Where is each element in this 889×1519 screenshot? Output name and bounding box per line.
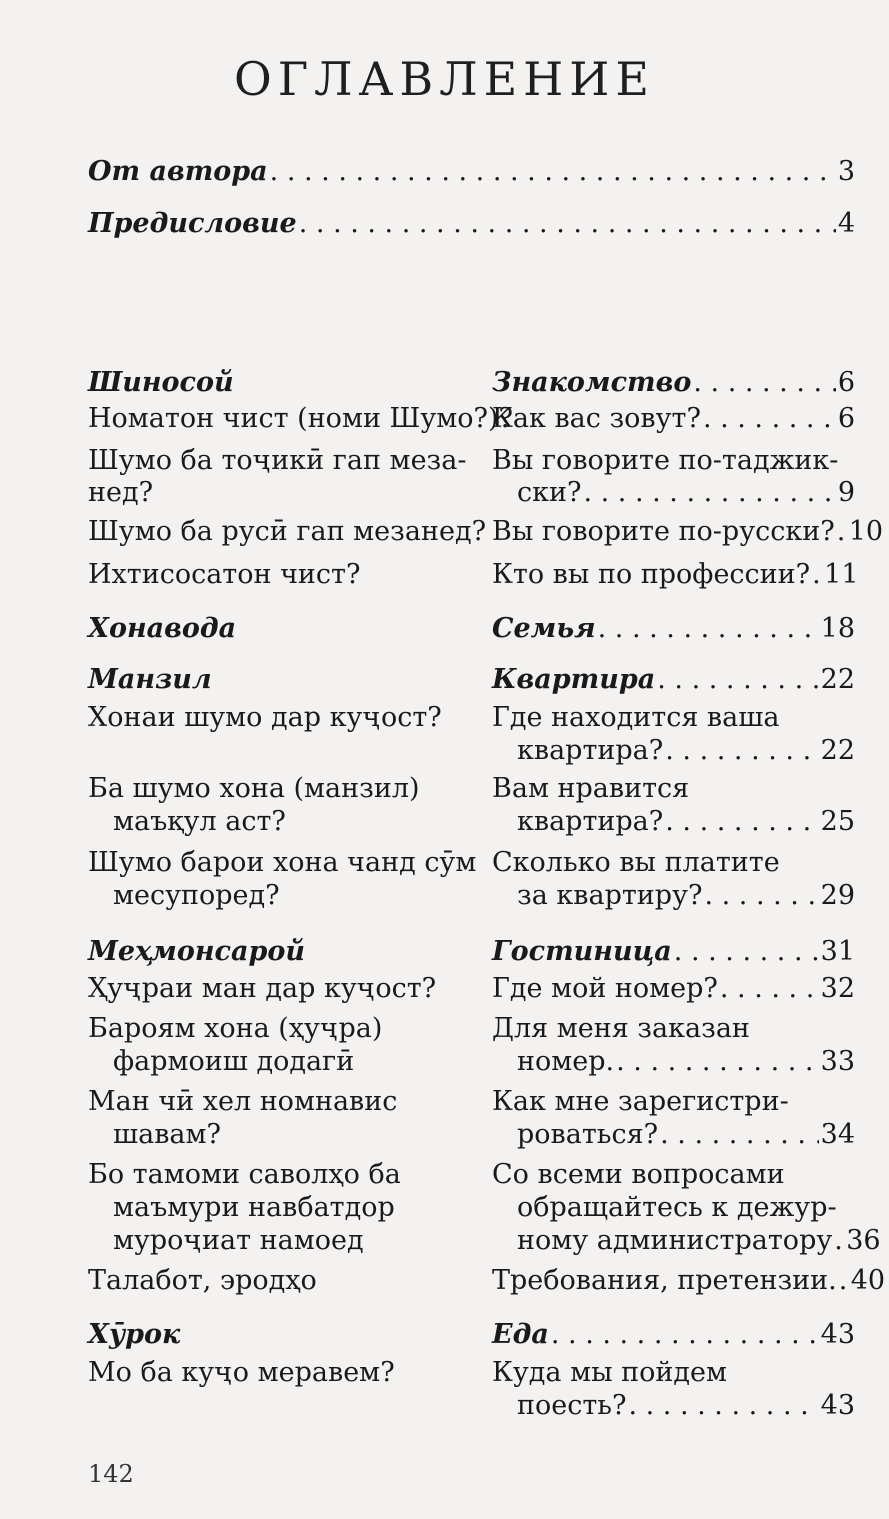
toc-line-tajik: маъмури навбатдор xyxy=(113,1192,395,1223)
dot-leader xyxy=(812,558,822,592)
toc-entry-preface[interactable] xyxy=(88,207,855,241)
dot-leader xyxy=(551,1318,819,1352)
section-heading-tajik: Хонаводa xyxy=(88,613,237,644)
section-heading-tajik: Хӯрок xyxy=(88,1319,181,1350)
toc-line-tajik: Номатон чист (номи Шумо?)? xyxy=(88,403,513,434)
toc-page-number: 6 xyxy=(837,367,855,398)
toc-line-russian: Вы говорите по-таджик- xyxy=(492,445,839,476)
toc-entry-russian[interactable] xyxy=(517,1389,855,1423)
dot-leader xyxy=(674,935,819,969)
section-heading-tajik: Меҳмонсарой xyxy=(88,936,305,967)
toc-entry-russian[interactable] xyxy=(492,935,855,969)
toc-entry-title: роваться? xyxy=(517,1119,659,1150)
toc-line-tajik: шавам? xyxy=(113,1119,221,1150)
toc-entry-russian[interactable] xyxy=(517,476,855,510)
toc-entry-title: квартира? xyxy=(517,806,664,837)
section-heading-russian: Еда xyxy=(492,1319,549,1350)
section-heading-tajik: Манзил xyxy=(88,664,212,695)
toc-page-number: 36 xyxy=(846,1225,881,1256)
toc-page-number: 6 xyxy=(837,403,855,434)
toc-entry-title: Вы говорите по-русски? xyxy=(492,516,835,547)
toc-entry-russian[interactable] xyxy=(517,1118,855,1152)
toc-page-number: 9 xyxy=(837,477,855,508)
toc-entry-title: Предисловие xyxy=(88,208,297,239)
toc-line-tajik: Ҳуҷраи ман дар куҷост? xyxy=(88,973,437,1004)
toc-entry-title: номер. xyxy=(517,1046,615,1077)
toc-page-number: 22 xyxy=(820,735,855,766)
toc-page-number: 40 xyxy=(850,1265,886,1296)
toc-entry-author[interactable] xyxy=(88,155,855,189)
toc-line-tajik: Шумо ба русӣ гап мезанед? xyxy=(88,516,487,547)
dot-leader xyxy=(299,207,836,241)
toc-entry-russian[interactable] xyxy=(517,734,855,768)
toc-line-tajik: Талабот, эродҳо xyxy=(88,1265,317,1296)
dot-leader xyxy=(839,1264,849,1298)
section-heading-russian: Семья xyxy=(492,613,596,644)
toc-line-tajik: муроҷиат намоед xyxy=(113,1225,364,1256)
dot-leader xyxy=(583,476,835,510)
toc-page-number: 11 xyxy=(824,559,859,590)
toc-line-tajik: Мо ба куҷо меравем? xyxy=(88,1357,395,1388)
toc-line-russian: Куда мы пойдем xyxy=(492,1357,728,1388)
toc-entry-title: квартира? xyxy=(517,735,664,766)
dot-leader xyxy=(704,879,818,913)
toc-entry-russian[interactable] xyxy=(492,612,855,646)
toc-line-tajik: Ихтисосатон чист? xyxy=(88,559,361,590)
dot-leader xyxy=(628,1389,818,1423)
toc-line-tajik: Шумо ба тоҷикӣ гап меза- xyxy=(88,445,467,476)
toc-page-number: 10 xyxy=(848,516,884,547)
dot-leader xyxy=(616,1045,819,1079)
dot-leader xyxy=(665,734,818,768)
toc-page-number: 25 xyxy=(820,806,855,837)
toc-line-russian: обращайтесь к дежур- xyxy=(517,1192,837,1223)
toc-line-russian: Вам нравится xyxy=(492,773,690,804)
toc-line-russian: Для меня заказан xyxy=(492,1013,750,1044)
toc-page-number: 4 xyxy=(837,208,855,239)
toc-page-number: 32 xyxy=(820,973,855,1004)
toc-page-number: 34 xyxy=(820,1119,855,1150)
toc-entry-russian[interactable] xyxy=(492,972,855,1006)
toc-entry-russian[interactable] xyxy=(492,663,855,697)
toc-entry-title: Требования, претензии. xyxy=(492,1265,837,1296)
toc-entry-russian[interactable] xyxy=(517,1224,881,1258)
toc-page-number: 18 xyxy=(820,613,855,644)
toc-line-tajik: маъқул аст? xyxy=(113,806,286,837)
dot-leader xyxy=(834,1224,844,1258)
section-heading-russian: Квартира xyxy=(492,664,656,695)
toc-entry-title: за квартиру? xyxy=(517,880,703,911)
toc-entry-russian[interactable] xyxy=(492,402,855,436)
toc-page-number: 29 xyxy=(820,880,855,911)
dot-leader xyxy=(665,805,818,839)
toc-page-number: 3 xyxy=(837,156,855,187)
toc-line-tajik: Ба шумо хона (манзил) xyxy=(88,773,420,804)
page-number: 142 xyxy=(88,1460,134,1488)
toc-page-number: 43 xyxy=(820,1319,855,1350)
toc-line-russian: Где находится ваша xyxy=(492,702,780,733)
toc-entry-russian[interactable] xyxy=(492,515,884,549)
toc-line-tajik: Бароям хона (ҳуҷра) xyxy=(88,1013,383,1044)
toc-line-tajik: нед? xyxy=(88,477,154,508)
toc-entry-russian[interactable] xyxy=(492,1264,886,1298)
dot-leader xyxy=(837,515,847,549)
toc-entry-title: Как вас зовут? xyxy=(492,403,701,434)
dot-leader xyxy=(598,612,819,646)
toc-line-tajik: месупоред? xyxy=(113,880,280,911)
toc-entry-russian[interactable] xyxy=(517,1045,855,1079)
toc-entry-title: От автора xyxy=(88,156,268,187)
toc-entry-russian[interactable] xyxy=(517,879,855,913)
section-heading-russian: Гостиница xyxy=(492,936,672,967)
toc-line-russian: Как мне зарегистри- xyxy=(492,1086,789,1117)
toc-entry-russian[interactable] xyxy=(517,805,855,839)
dot-leader xyxy=(660,1118,819,1152)
toc-line-tajik: фармоиш додагӣ xyxy=(113,1046,355,1077)
toc-line-russian: Сколько вы платите xyxy=(492,847,780,878)
toc-line-tajik: Шумо барои хона чанд сӯм xyxy=(88,847,477,878)
dot-leader xyxy=(703,402,836,436)
toc-entry-title: Где мой номер? xyxy=(492,973,718,1004)
dot-leader xyxy=(657,663,818,697)
toc-page-number: 31 xyxy=(820,936,855,967)
toc-page-number: 43 xyxy=(820,1390,855,1421)
section-heading-tajik: Шиносой xyxy=(88,367,234,398)
toc-line-tajik: Бо тамоми саволҳо ба xyxy=(88,1159,401,1190)
section-heading-russian: Знакомство xyxy=(492,367,692,398)
toc-entry-title: Кто вы по профессии? xyxy=(492,559,811,590)
toc-entry-russian[interactable] xyxy=(492,558,859,592)
toc-line-tajik: Хонаи шумо дар куҷост? xyxy=(88,702,442,733)
toc-page-number: 33 xyxy=(820,1046,855,1077)
toc-line-tajik: Ман чӣ хел номнавис xyxy=(88,1086,398,1117)
dot-leader xyxy=(720,972,819,1006)
toc-entry-title: поесть? xyxy=(517,1390,627,1421)
dot-leader xyxy=(693,366,835,400)
toc-entry-russian[interactable] xyxy=(492,366,855,400)
dot-leader xyxy=(270,155,836,189)
toc-entry-title: ному администратору xyxy=(517,1225,833,1256)
toc-page-number: 22 xyxy=(820,664,855,695)
toc-entry-title: ски? xyxy=(517,477,582,508)
page-title: ОГЛАВЛЕНИЕ xyxy=(234,52,655,106)
toc-entry-russian[interactable] xyxy=(492,1318,855,1352)
toc-line-russian: Со всеми вопросами xyxy=(492,1159,785,1190)
